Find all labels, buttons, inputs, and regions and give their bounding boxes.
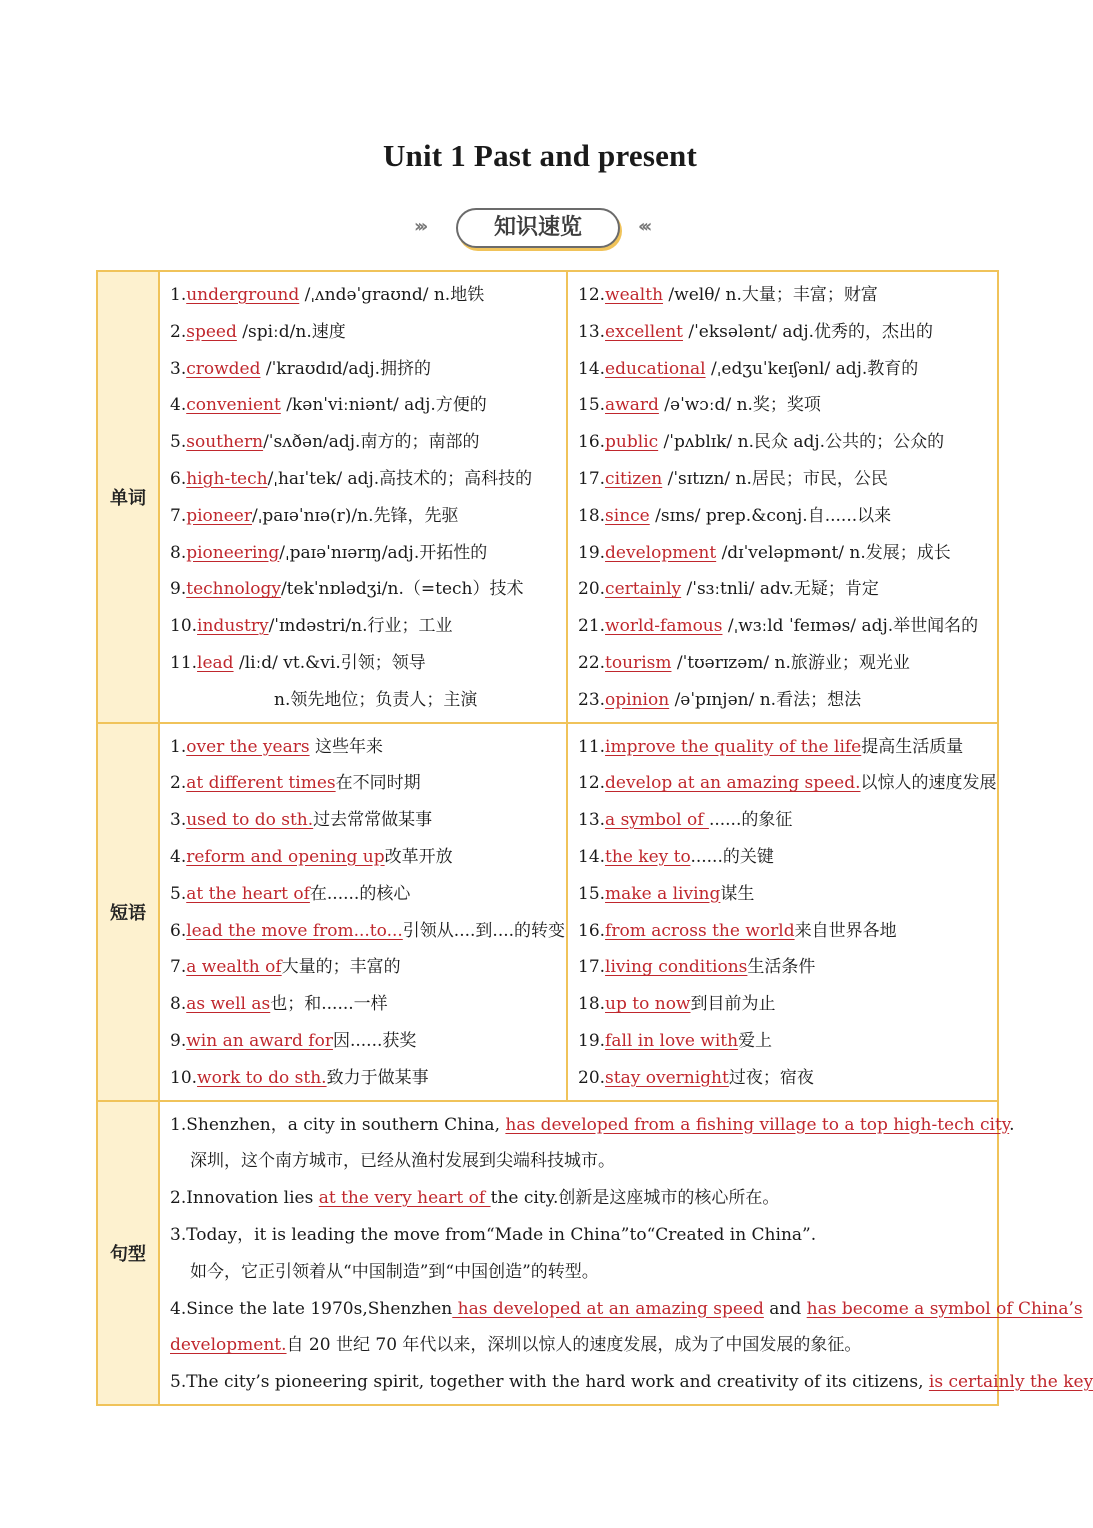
term: industry	[197, 616, 269, 637]
definition: 因......获奖	[332, 1030, 417, 1051]
word-item: 7.pioneer/ˌpaɪəˈnɪə(r)/n.先锋，先驱	[170, 505, 459, 526]
term: reform and opening up	[186, 846, 385, 867]
term: improve the quality of the life	[605, 736, 862, 757]
sentence-5: 5.The city’s pioneering spirit, together with the hard work and creativity of its citizens, is certainly the key	[170, 1372, 1093, 1393]
word-item: 10.industry/ˈɪndəstri/n.行业；工业	[170, 616, 453, 637]
definition: 也；和......一样	[270, 994, 388, 1015]
term: public	[605, 432, 659, 453]
definition: 这些年来	[309, 736, 383, 757]
sentence-4: 4.Since the late 1970s,Shenzhen has developed at an amazing speed and has become a symbol of China’s	[170, 1298, 1083, 1319]
definition: /spiːd/n.速度	[236, 321, 346, 342]
definition: /ˈsɜːtnli/ adv.无疑；肯定	[681, 579, 879, 600]
word-item: 22.tourism /ˈtʊərɪzəm/ n.旅游业；观光业	[578, 652, 910, 673]
definition: /ˈsʌðən/adj.南方的；南部的	[263, 432, 480, 453]
definition: 谋生	[720, 883, 755, 904]
word-item: 14.educational /ˌedʒuˈkeɪʃənl/ adj.教育的	[578, 358, 919, 379]
term: win an award for	[186, 1030, 333, 1051]
phrase-item: 9.win an award for因......获奖	[170, 1030, 417, 1051]
term: opinion	[605, 689, 670, 710]
sentence-4-cont: development.自 20 世纪 70 年代以来，深圳以惊人的速度发展，成为了中国发展的象征。	[170, 1335, 862, 1356]
page-title: Unit 1 Past and present	[382, 138, 698, 173]
section-banner	[0, 204, 1080, 254]
term: technology	[186, 579, 281, 600]
term: wealth	[605, 285, 664, 305]
term: development	[605, 542, 717, 563]
term: convenient	[186, 395, 281, 416]
sentence-3-translation: 如今，它正引领着从“中国制造”到“中国创造”的转型。	[190, 1261, 599, 1282]
phrase-item: 12.develop at an amazing speed.以惊人的速度发展	[578, 773, 997, 794]
term: the key to	[605, 846, 691, 867]
term: world-famous	[605, 616, 723, 637]
definition: 在不同时期	[335, 773, 421, 794]
word-item: 13.excellent /ˈeksələnt/ adj.优秀的，杰出的	[578, 321, 934, 342]
definition: ......的关键	[690, 846, 774, 867]
term: pioneer	[186, 505, 252, 526]
term: a wealth of	[186, 957, 282, 978]
term: crowded	[186, 358, 261, 379]
definition: 改革开放	[384, 846, 453, 867]
phrase-item: 3.used to do sth.过去常常做某事	[170, 810, 433, 831]
definition: 爱上	[738, 1030, 773, 1051]
definition: /dɪˈveləpmənt/ n.发展；成长	[716, 542, 951, 563]
word-item: 16.public /ˈpʌblɪk/ n.民众 adj.公共的；公众的	[578, 432, 945, 453]
definition: 过去常常做某事	[313, 810, 433, 831]
term: since	[605, 505, 650, 526]
definition: 提高生活质量	[861, 736, 964, 757]
sentence-3: 3.Today，it is leading the move from“Made in China”to“Created in China”.	[170, 1224, 817, 1245]
sentences-list	[160, 1102, 1093, 1404]
word-item: 11.lead /liːd/ vt.&vi.引领；领导	[170, 652, 426, 673]
term: used to do sth.	[186, 810, 314, 831]
words-left-list	[160, 272, 566, 722]
definition: 引领从....到....的转变	[402, 920, 566, 941]
definition: /ˈeksələnt/ adj.优秀的，杰出的	[683, 321, 934, 342]
phrase-item: 10.work to do sth.致力于做某事	[170, 1067, 429, 1088]
word-item: 4.convenient /kənˈviːniənt/ adj.方便的	[170, 395, 487, 416]
definition: /əˈwɔːd/ n.奖；奖项	[658, 395, 821, 416]
term: citizen	[605, 468, 663, 489]
phrase-item: 6.lead the move from...to...引领从....到....的转变	[170, 920, 566, 941]
definition: /ˈɪndəstri/n.行业；工业	[268, 616, 453, 637]
word-item: 19.development /dɪˈveləpmənt/ n.发展；成长	[578, 542, 951, 563]
word-item: 2.speed /spiːd/n.速度	[170, 321, 346, 342]
term: a symbol of	[605, 810, 709, 831]
term: educational	[605, 358, 706, 379]
definition: 在......的核心	[309, 883, 411, 904]
phrases-row	[97, 723, 998, 1101]
banner-label: 知识速览	[456, 208, 620, 248]
words-row	[97, 271, 998, 723]
definition: 以惊人的速度发展	[860, 773, 997, 794]
sentences-row	[97, 1101, 998, 1405]
definition: 来自世界各地	[794, 920, 897, 941]
term: work to do sth.	[197, 1067, 327, 1088]
definition: 过夜；宿夜	[728, 1067, 814, 1088]
term: develop at an amazing speed.	[605, 773, 861, 794]
term: tourism	[605, 652, 672, 673]
phrase-item: 18.up to now到目前为止	[578, 994, 776, 1015]
term: lead	[197, 652, 234, 673]
definition: /ˌpaɪəˈnɪərɪŋ/adj.开拓性的	[279, 542, 488, 563]
term: from across the world	[605, 920, 795, 941]
definition: /welθ/ n.大量；丰富；财富	[663, 285, 878, 305]
word-item: 20.certainly /ˈsɜːtnli/ adv.无疑；肯定	[578, 579, 879, 600]
word-item: 5.southern/ˈsʌðən/adj.南方的；南部的	[170, 432, 480, 453]
term: speed	[186, 321, 237, 342]
term: as well as	[186, 994, 271, 1015]
phrase-item: 20.stay overnight过夜；宿夜	[578, 1067, 814, 1088]
definition: /ˌhaɪˈtek/ adj.高技术的；高科技的	[267, 468, 533, 489]
phrases-left-list	[160, 724, 566, 1100]
term: certainly	[605, 579, 682, 600]
definition: ......的象征	[708, 810, 793, 831]
word-item: 6.high-tech/ˌhaɪˈtek/ adj.高技术的；高科技的	[170, 468, 533, 489]
definition: 大量的；丰富的	[281, 957, 401, 978]
term: over the years	[186, 736, 310, 757]
chevrons-left-icon: ‹‹‹	[638, 216, 649, 237]
word-item: 8.pioneering/ˌpaɪəˈnɪərɪŋ/adj.开拓性的	[170, 542, 488, 563]
word-item: 18.since /sɪns/ prep.&conj.自......以来	[578, 505, 892, 526]
definition: /ˌʌndəˈɡraʊnd/ n.地铁	[299, 285, 485, 305]
definition: /ˈkraʊdɪd/adj.拥挤的	[260, 358, 432, 379]
definition: 生活条件	[747, 957, 816, 978]
phrase-item: 7.a wealth of大量的；丰富的	[170, 957, 401, 978]
phrases-label: 短语	[97, 723, 159, 1101]
word-item: 9.technology/tekˈnɒlədʒi/n.（=tech）技术	[170, 579, 524, 600]
sentences-label: 句型	[97, 1101, 159, 1405]
phrase-item: 8.as well as也；和......一样	[170, 994, 388, 1015]
word-item: 17.citizen /ˈsɪtɪzn/ n.居民；市民，公民	[578, 468, 888, 489]
definition: /ˌedʒuˈkeɪʃənl/ adj.教育的	[705, 358, 919, 379]
definition: 到目前为止	[690, 994, 776, 1015]
term: fall in love with	[605, 1030, 739, 1051]
word-item: 15.award /əˈwɔːd/ n.奖；奖项	[578, 395, 821, 416]
term: southern	[186, 432, 264, 453]
phrase-item: 17.living conditions生活条件	[578, 957, 816, 978]
words-label: 单词	[97, 271, 159, 723]
phrase-item: 11.improve the quality of the life提高生活质量	[578, 736, 964, 757]
term: living conditions	[605, 957, 748, 978]
definition: /tekˈnɒlədʒi/n.（=tech）技术	[280, 579, 524, 600]
word-item: 1.underground /ˌʌndəˈɡraʊnd/ n.地铁	[170, 285, 485, 305]
definition: /kənˈviːniənt/ adj.方便的	[280, 395, 487, 416]
phrase-item: 19.fall in love with爱上	[578, 1030, 773, 1051]
phrase-item: 14.the key to......的关键	[578, 846, 774, 867]
word-item: 12.wealth /welθ/ n.大量；丰富；财富	[578, 285, 878, 305]
definition: /ˌpaɪəˈnɪə(r)/n.先锋，先驱	[252, 505, 459, 526]
term: make a living	[605, 883, 721, 904]
phrase-item: 16.from across the world来自世界各地	[578, 920, 897, 941]
chevrons-right-icon: ›››	[414, 216, 425, 237]
word-item-continuation: n.领先地位；负责人；主演	[274, 689, 478, 710]
phrase-item: 4.reform and opening up改革开放	[170, 846, 453, 867]
definition: /ˈpʌblɪk/ n.民众 adj.公共的；公众的	[658, 432, 945, 453]
sentence-1: 1.Shenzhen，a city in southern China, has developed from a fishing village to a top high-tech city.	[170, 1114, 1015, 1135]
term: pioneering	[186, 542, 280, 563]
term: lead the move from...to...	[186, 920, 403, 941]
vocab-table	[96, 270, 1093, 1406]
definition: /ˌwɜːld ˈfeɪməs/ adj.举世闻名的	[722, 616, 979, 637]
sentence-1-translation: 深圳，这个南方城市，已经从渔村发展到尖端科技城市。	[190, 1151, 615, 1172]
term: underground	[186, 285, 300, 305]
definition: /sɪns/ prep.&conj.自......以来	[649, 505, 892, 526]
definition: /ˈtʊərɪzəm/ n.旅游业；观光业	[671, 652, 910, 673]
definition: /liːd/ vt.&vi.引领；领导	[233, 652, 426, 673]
term: at the heart of	[186, 883, 310, 904]
phrase-item: 2.at different times在不同时期	[170, 773, 421, 794]
definition: /əˈpɪnjən/ n.看法；想法	[669, 689, 862, 710]
word-item: 23.opinion /əˈpɪnjən/ n.看法；想法	[578, 689, 862, 710]
term: excellent	[605, 321, 683, 342]
word-item: 3.crowded /ˈkraʊdɪd/adj.拥挤的	[170, 358, 432, 379]
phrase-item: 15.make a living谋生	[578, 883, 755, 904]
word-item: 21.world-famous /ˌwɜːld ˈfeɪməs/ adj.举世闻名的	[578, 616, 979, 637]
term: up to now	[605, 994, 691, 1015]
phrase-item: 5.at the heart of在......的核心	[170, 883, 411, 904]
term: award	[605, 395, 659, 416]
phrase-item: 13.a symbol of ......的象征	[578, 810, 793, 831]
phrase-item: 1.over the years 这些年来	[170, 736, 383, 757]
term: high-tech	[186, 468, 268, 489]
definition: 致力于做某事	[326, 1067, 429, 1088]
term: stay overnight	[605, 1067, 729, 1088]
phrases-right-list	[568, 724, 997, 1100]
definition: /ˈsɪtɪzn/ n.居民；市民，公民	[662, 468, 888, 489]
term: at different times	[186, 773, 336, 794]
sentence-2: 2.Innovation lies at the very heart of the city.创新是这座城市的核心所在。	[170, 1188, 780, 1209]
words-right-list	[568, 272, 997, 722]
